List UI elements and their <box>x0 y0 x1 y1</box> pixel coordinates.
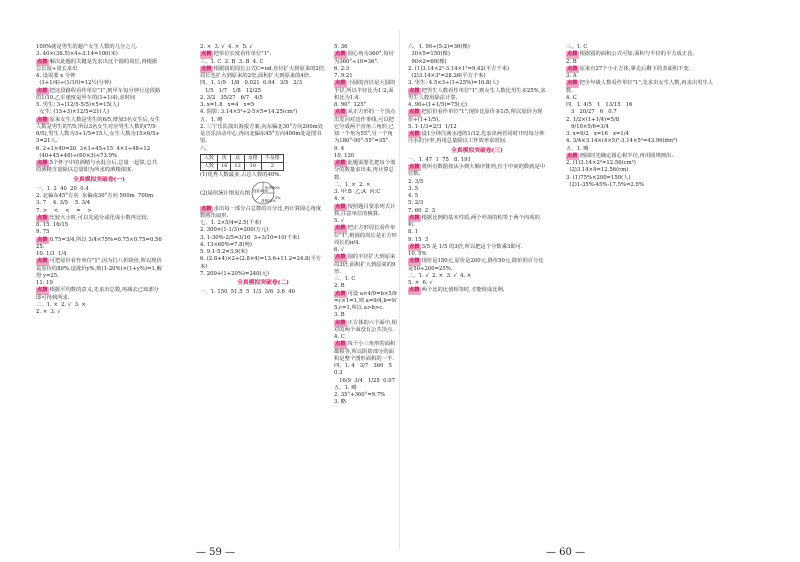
hint-badge: 点拨 <box>335 203 346 210</box>
line-text: 10. 1/3 1/4 <box>36 251 67 257</box>
line-text: 2. 3/5 <box>408 178 424 185</box>
line-text: 7. 9:21 <box>334 73 353 79</box>
answer-line <box>36 229 162 236</box>
line-text: 100%就是男生的超产女生人数的几分之几. <box>36 44 138 50</box>
table-header-cell: 优 <box>218 154 231 162</box>
line-text: 把这段路程看作单位"1",则甲车每分钟行这段路的1/10,乙车速度是甲车的(1+1/4),求时间 <box>36 87 161 101</box>
line-text: 3. B <box>334 312 345 319</box>
hint-badge: 点拨 <box>567 51 578 58</box>
table-header-cell: 人数 <box>201 154 218 162</box>
score-table <box>200 154 284 172</box>
answer-line <box>200 80 326 87</box>
hint-line <box>408 244 546 251</box>
hint-line <box>408 131 546 146</box>
line-text: 现价是150元,原价是200元,降价50元,降价的百分比是50÷200=25%. <box>408 258 544 272</box>
line-text: 4. 5 <box>408 193 419 199</box>
hint-badge: 点拨 <box>37 58 48 65</box>
line-text: 把男生人数看作单位"1",则女生人数比男生多25%,求男生人数用除法计算. <box>408 87 546 101</box>
line-text: 0.75=3/4,所以 3/4×75%=0.75×0.75=0.5625. <box>36 236 162 250</box>
answer-line <box>408 200 546 207</box>
line-text: 七、1. 2×5/4=2.5(千米) <box>200 220 262 226</box>
answer-line <box>200 109 326 116</box>
line-text: 把原价看作单位"1",现价比原价多1/5,所以原价为现价÷(1+1/5). <box>408 109 543 123</box>
line-text: 5. 9.1-5.2=3.9(米) <box>200 249 248 255</box>
hint-badge: 点拨 <box>201 65 212 72</box>
hint-line <box>566 80 716 95</box>
hint-line <box>334 225 398 247</box>
line-text: 把正方形周长看作单位"1",则圆的周长是正方形周长的π/4. <box>334 225 397 246</box>
line-text: 4. 90÷(1+1/5)=75(元) <box>408 102 467 108</box>
line-text: (2)1-35%-45%-17.5%=2.5% <box>566 181 644 188</box>
answer-line <box>566 167 716 174</box>
answer-line <box>200 124 326 146</box>
answer-line <box>334 399 398 406</box>
answer-line <box>566 95 716 102</box>
answer-line <box>200 88 326 95</box>
line-text: 5. × 6. √ <box>408 280 433 286</box>
hint-line <box>408 164 546 179</box>
line-text: (1+1/4)÷(1/10)=12½(分钟) <box>36 80 112 87</box>
hint-badge: 点拨 <box>335 80 346 87</box>
answer-line <box>566 146 716 153</box>
answer-line <box>566 109 716 116</box>
line-text: 2. 3/2 35/27 6/7 4/5 <box>200 94 263 101</box>
line-text: 5个杯子中的酒精与水混合后,总量一起算,总共的酒精含量除以总量即为所求的酒精浓度. <box>36 160 157 174</box>
line-text: 4. 设需要 x 分钟 <box>36 73 76 79</box>
line-text: 6. 2÷1×40=20 3×1÷45÷15 4×1÷48÷12 <box>36 145 151 152</box>
line-text: 3. 男生: 4.5×3÷(1+25%)=10.8(人) <box>408 80 499 87</box>
line-text: 两个比的比值相等时,才能组成比例. <box>421 287 505 294</box>
hint-line <box>36 59 162 74</box>
hint-badge: 点拨 <box>37 236 48 243</box>
line-text: 7. > < < = > <box>36 207 92 214</box>
section-title: 全真模拟突破卷(一) <box>73 176 125 183</box>
line-text: 画圆时先确定圆心和半径,再用圆规画出. <box>579 152 674 159</box>
line-text: 女生: (15+3)×12/5=21(人) <box>36 109 110 116</box>
answer-column <box>200 44 326 297</box>
answer-line <box>408 157 546 164</box>
line-text: 二、1. × 2. × <box>334 181 371 188</box>
answer-column <box>36 44 162 316</box>
line-text: 11. 19 <box>36 280 53 286</box>
line-text: 五、1. 略 <box>566 145 589 152</box>
line-text: 2. × 3. √ <box>36 309 61 315</box>
hint-line <box>566 153 716 160</box>
line-text: 3/5 是 1/5 的3倍,所以把这个分数乘3即可. <box>421 243 523 250</box>
line-text: 一、1. 2 40 20 0.4 <box>36 185 89 192</box>
hint-line <box>408 88 546 103</box>
line-text: 此题需要先把每个部分的数量求出来,再计算总数. <box>334 160 396 181</box>
answer-line <box>334 196 398 203</box>
hint-line <box>408 109 546 124</box>
hint-line <box>334 320 398 335</box>
line-text: 按照题目要求列式计算,注意单位的换算. <box>334 203 396 217</box>
hint-badge: 点拨 <box>409 87 420 94</box>
line-text: 3. x=9/2 x=16 x=1/4 <box>566 131 629 137</box>
hint-line <box>200 66 326 81</box>
answer-line <box>36 222 162 229</box>
hint-badge: 点拨 <box>37 116 48 123</box>
answer-line <box>566 102 716 109</box>
pie-label: 及格25% <box>260 198 276 203</box>
answer-line <box>36 153 162 160</box>
hint-badge: 点拨 <box>335 160 346 166</box>
answer-line <box>36 146 162 153</box>
line-text: 圆心角为360°,每份为360°÷10=36°. <box>334 51 394 65</box>
table-cell: 2 <box>261 163 283 171</box>
line-text: 10. 120 <box>334 152 355 159</box>
answer-line <box>334 312 398 319</box>
answer-line <box>36 51 162 58</box>
line-text: 5. 1-1/3=2/3 1/12 <box>408 123 457 130</box>
hint-badge: 点拨 <box>409 243 420 250</box>
hint-line <box>334 160 398 182</box>
line-text: 3. 5 <box>408 185 419 192</box>
line-text: 30×5=150(棵) <box>408 51 450 58</box>
hint-badge: 点拨 <box>37 258 48 265</box>
hint-badge: 点拨 <box>37 160 48 166</box>
line-text: 5. √ <box>334 218 345 224</box>
answer-line <box>200 242 326 249</box>
line-text: 每个小三角形的面积都相等,所以阴影部分的面积是整个图形面积的一半. <box>334 341 396 362</box>
hint-line <box>36 117 162 146</box>
section-title: 全真模拟突破卷(三) <box>451 147 503 154</box>
answer-column <box>566 44 716 189</box>
line-text: 三、1. C 2. B 3. B 4. C <box>200 58 264 65</box>
hint-badge: 点拨 <box>37 87 48 94</box>
line-text: 2. (1)3.14×2²=12.56(cm²) <box>566 160 636 166</box>
answer-line <box>408 59 546 66</box>
table-cell: 人数 <box>201 163 218 171</box>
line-text: 6. (2.8+4)×2+(2.8×4)=13.6+11.2=24.8(平方米) <box>200 256 322 270</box>
answer-line <box>408 186 546 193</box>
line-text: 2. B <box>334 283 345 290</box>
line-text: (1)优秀人数最多,占总人数的40%. <box>200 172 281 179</box>
line-text: 5. 2/3 <box>408 200 424 207</box>
answer-line <box>334 182 398 189</box>
answer-line <box>408 237 546 244</box>
answer-line <box>566 175 716 182</box>
line-text: 根据圆的面积公式可知,面积与半径的平方成正比. <box>579 51 695 58</box>
line-text: 3. x=1.8 x=4 x=5 <box>200 102 255 108</box>
hint-badge: 点拨 <box>335 319 346 326</box>
hint-line <box>408 258 546 273</box>
answer-line <box>36 186 162 193</box>
hint-line <box>334 291 398 313</box>
pie-line <box>200 180 326 206</box>
hint-line <box>36 237 162 252</box>
answer-line <box>408 51 546 58</box>
line-text: (2)3.14×3²=28.26(平方千米) <box>408 73 486 79</box>
answer-line <box>200 271 326 278</box>
hint-badge: 点拨 <box>335 109 346 116</box>
hint-badge: 点拨 <box>567 65 578 72</box>
line-text: 2. 1/2×(1+1/4)=5/8 <box>566 116 620 123</box>
line-text: 原来有27个小正方体,拿走后剩下的表面积不变. <box>579 65 691 72</box>
answer-line <box>566 138 716 145</box>
answer-line <box>566 124 716 131</box>
line-text: 1/5 1/7 1/8 12/25 <box>200 87 262 94</box>
answer-line <box>200 172 326 179</box>
answer-line <box>36 309 162 316</box>
line-text: 16/9 3/4 1/25 0.07 <box>334 377 395 384</box>
hint-line <box>566 51 716 58</box>
table-header-cell: 不及格 <box>261 154 283 162</box>
line-text: 四、1. 1/9 1/8 0.021 0.94 3/5 2/3 <box>200 80 302 87</box>
answer-line <box>334 378 398 385</box>
line-text: 5. 36 <box>334 44 348 50</box>
line-text: 可设 a×4/9=b×5/9=c×1=1,则 a=9/4,b=9/5,c=1,所以 a>b>c. <box>334 290 397 311</box>
line-text: 根据圆的周长公式C=πd,直径扩大到原来的2倍,周长也扩大到原来的2倍,面积扩大到原来的4倍. <box>200 65 326 79</box>
hint-badge: 点拨 <box>37 287 48 294</box>
pie-label: 5% <box>274 195 281 200</box>
line-text: 五、1. 略 <box>200 116 223 123</box>
hint-line <box>334 80 398 102</box>
hint-badge: 点拨 <box>409 258 420 265</box>
line-text: 2. 三宁乐队演出海报方案,向东偏北30°方向200m处是音乐活动中心,再向北偏东45°方向400m处是图书馆. <box>200 123 323 145</box>
line-text: 3. 甲:B 乙:A 丙:C <box>334 189 381 195</box>
answer-line <box>334 283 398 290</box>
answer-line <box>334 153 398 160</box>
answer-line <box>200 235 326 242</box>
line-text: 10. 5% <box>408 251 427 257</box>
line-text: (40+45+48)÷(60×3)≈73.9% <box>36 152 117 159</box>
line-text: 根据比例的基本性质,两个外项的积等于两个内项的积. <box>408 214 540 228</box>
answer-line <box>566 182 716 189</box>
line-text: 9. 4 <box>334 145 345 152</box>
line-text: 4. 13×60%=7.8(吨) <box>200 241 252 248</box>
hint-badge: 点拨 <box>409 164 420 170</box>
hint-badge: 点拨 <box>409 131 420 137</box>
answer-line <box>36 80 162 87</box>
line-text: 3. (1)75%×200=150(人) <box>566 174 631 181</box>
line-text: 3. 40×(38.5)×4÷3.14=100(米) <box>36 51 118 58</box>
line-text: 解决此题的关键是先求出这个圆的周长,再根据总长度÷周长求出 <box>36 58 158 72</box>
line-text: 2. B <box>566 58 577 65</box>
answer-line <box>408 124 546 131</box>
page-number: — 59 — <box>196 547 236 558</box>
answer-line <box>334 276 398 283</box>
hint-line <box>36 160 162 175</box>
answer-line <box>36 302 162 309</box>
line-text: 正方体的六个面中,相对的两个面没有公共顶点. <box>334 319 397 333</box>
answer-line <box>334 363 398 378</box>
answer-line <box>200 95 326 102</box>
hint-badge: 点拨 <box>567 80 578 87</box>
table-cell: 12 <box>231 163 244 171</box>
hint-badge: 点拨 <box>409 214 420 221</box>
line-text: 3. 略 <box>334 399 347 406</box>
answer-column <box>334 44 398 407</box>
hint-badge: 点拨 <box>335 254 346 261</box>
answer-line <box>408 229 546 236</box>
pie-label: 良好30% <box>252 188 268 193</box>
page-number: — 60 — <box>546 547 586 558</box>
line-text: 一、1. 47 1 75 8. 191 <box>408 156 471 163</box>
line-text: 求出每一部分占总数的百分比,再计算圆心角度数画出扇形. <box>200 205 322 219</box>
hint-badge: 点拨 <box>409 287 420 294</box>
line-text: 9/10×5/6=3/4 <box>566 123 609 130</box>
answer-line <box>334 189 398 196</box>
hint-line <box>334 51 398 66</box>
line-text: 五、1. 略 <box>334 384 357 391</box>
line-text: 4. × <box>334 196 346 203</box>
line-text: 7. 200+(1+20%)=240(元) <box>200 270 269 277</box>
hint-badge: 点拨 <box>335 341 346 348</box>
table-cell: 10 <box>244 163 261 171</box>
hint-badge: 点拨 <box>201 51 212 58</box>
line-text: 可把原价看作单位"1",因为打八折降价,所以现价是原价的80%,设涨价y%,则(1-20%)×(1+y%)=1,解得 y=25. <box>36 258 162 279</box>
line-text: 三、1. C <box>566 44 588 50</box>
hint-line <box>408 287 546 294</box>
hint-badge: 点拨 <box>567 152 578 159</box>
answer-line <box>36 109 162 116</box>
line-text: 3. A <box>566 73 577 79</box>
hint-line <box>334 254 398 276</box>
line-text: 四、1. 4 3/7 360 5 0.3 <box>334 363 397 377</box>
line-text: (2)扇形统计图见右图 <box>200 190 250 196</box>
answer-line <box>334 66 398 73</box>
line-text: 二、1. × 2. √ 3. × <box>36 301 86 308</box>
answer-line <box>408 66 546 73</box>
line-text: 原来女生人数是男生的6/5,增加3名女生后,女生人数是男生的7/5,所以3名女生对应男生人数的(7/5-6/5),男生人数为3÷1/5=15人,女生人数为15×6/5+3=21人. <box>36 116 161 145</box>
answer-line <box>408 80 546 87</box>
answer-line <box>408 273 546 280</box>
answer-line <box>36 200 162 207</box>
line-text: 9. 15 3 <box>408 236 429 243</box>
line-text: 比较大小时,可以先通分或化成小数再比较. <box>49 214 149 221</box>
line-text: 6. 2:3 <box>334 65 350 72</box>
table-header-cell: 及格 <box>244 154 261 162</box>
line-text: 小圆的直径是大圆的半径,所以半径比为1:2,面积比为1:4. <box>334 80 396 101</box>
answer-line <box>200 227 326 234</box>
pie-label: 优秀40% <box>264 185 280 190</box>
line-text: 3 20/27 6 0.7 <box>566 109 617 116</box>
answer-line <box>200 146 326 153</box>
answer-line <box>566 117 716 124</box>
answer-line <box>36 208 162 215</box>
line-text: 8. 1 <box>408 229 419 236</box>
answer-line <box>200 59 326 66</box>
hint-line <box>200 51 326 58</box>
line-text: 2. (1)3.14×2²-3.14×1²=9.42(平方千米) <box>408 65 510 72</box>
hint-badge: 点拨 <box>335 290 346 297</box>
hint-line <box>334 109 398 145</box>
hint-line <box>200 206 326 221</box>
hint-line <box>566 66 716 73</box>
line-text: 2. × 3. √ 4. × 5. √ <box>200 44 253 50</box>
hint-line <box>36 215 162 222</box>
line-text: 把单位长度看作单位"1". <box>213 51 272 58</box>
line-text: 圆的半径扩大到原来的3倍,面积扩大到原来的9倍. <box>334 254 396 275</box>
answer-line <box>334 385 398 392</box>
table-header-cell: 良 <box>231 154 244 162</box>
answer-line <box>200 289 326 296</box>
hint-line <box>36 88 162 103</box>
line-text: 根据平均数的意义,先求出总数,再减去已知部分即可得到所求. <box>36 287 159 301</box>
hint-badge: 点拨 <box>201 205 212 212</box>
hint-line <box>36 287 162 302</box>
answer-line <box>408 208 546 215</box>
hint-badge: 点拨 <box>409 109 420 116</box>
answer-line <box>200 256 326 271</box>
answer-line <box>200 117 326 124</box>
line-text: 8. 15 16/15 <box>36 222 69 228</box>
hint-line <box>334 341 398 363</box>
line-text: 2. 35°+360°=9.7% <box>334 392 386 398</box>
line-text: 设1分钟注满水池的1/12,先求出两管同时开时每分钟注水的分率,再用总量除以工作效率求时间. <box>408 131 545 145</box>
section-title: 全真模拟突破卷(二) <box>237 280 289 286</box>
line-text: 三、1. C <box>334 276 356 282</box>
line-text: 2. 300×(1-1/3)=200(万元) <box>200 227 269 234</box>
score-table-wrap <box>200 154 326 172</box>
line-text: (2)3.14×4=12.56(cm) <box>566 167 629 174</box>
line-text: 4. 3/4×3.14×(4×5)²-3.14×5²=43.96(dm²) <box>566 138 678 145</box>
answer-column <box>408 44 546 295</box>
hint-line <box>408 215 546 230</box>
hint-badge: 点拨 <box>335 51 346 58</box>
answer-line <box>408 179 546 186</box>
line-text: 8. 90° 125° <box>334 102 367 108</box>
answer-line <box>408 193 546 200</box>
table-cell: 16 <box>218 163 231 171</box>
line-text: 4. C <box>566 94 577 101</box>
line-text: 3. 1-30%-2/5=3/10 3÷3/10=10(千米) <box>200 234 300 241</box>
line-text: 将所有数据按从小到大顺序排列,位于中间的数就是中位数. <box>408 164 546 178</box>
line-text: 5. 男生: 3÷(12/5-5/5)×5=15(人) <box>36 102 120 108</box>
line-text: 7. 60 2 3 <box>408 207 435 214</box>
line-text: 六、1. 90÷(5-2)=30(棵) <box>408 44 470 50</box>
line-text: 一、1. 150 51.5 5 1/3 3/6 3.6 40 <box>200 289 296 296</box>
pie-chart <box>250 180 284 206</box>
hint-badge: 点拨 <box>335 225 346 232</box>
hint-line <box>334 204 398 219</box>
hint-line <box>36 258 162 280</box>
page-right <box>400 0 800 562</box>
line-text: 二、1. √ 2. × 3. √ 4. × <box>408 272 472 279</box>
line-text: 9. 75 <box>36 229 50 236</box>
line-text: 4. 阴影: 3.14×5²÷2-5×5=14.25(cm²) <box>200 109 298 116</box>
hint-badge: 点拨 <box>37 214 48 221</box>
line-text: 90×2=60(棵) <box>408 58 447 65</box>
answer-line <box>566 59 716 66</box>
line-text: 把全年级人数看作单位"1",先求出女生人数,再求出男生人数. <box>566 80 714 94</box>
line-text: 3. 7 4. 3/5 5. 3/4 <box>36 200 91 207</box>
line-text: 六、 <box>200 145 211 152</box>
line-text: 4. C <box>334 334 345 340</box>
answer-line <box>334 146 398 153</box>
line-text: 6. √ <box>334 247 345 253</box>
line-text: 从正方形的一个顶点出发向对边作垂线,可以把它分成两个直角三角形,已知一个角为55°,另一个角为180°-90°-55°=35°. <box>334 109 396 145</box>
line-text: 四、1. 4/5 1 13/15 16 <box>566 102 633 108</box>
line-text: 2. 北偏东45°方向 东偏南30°方向 500m 700m <box>36 193 154 199</box>
answer-line <box>36 193 162 200</box>
